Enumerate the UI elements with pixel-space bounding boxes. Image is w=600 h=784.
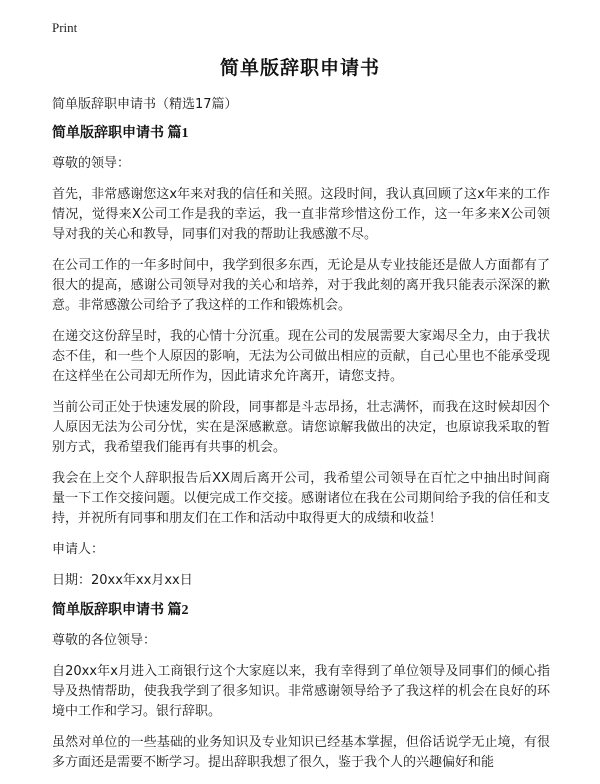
paragraph: 我会在上交个人辞职报告后XX周后离开公司，我希望公司领导在百忙之中抽出时间商量一下工作交接问题。以便完成工作交接。感谢诸位在我在公司期间给予我的信任和支持，并祝所有同事和朋友们在工作和活动中取得更大的成绩和收益！ xyxy=(52,471,550,526)
salutation: 尊敬的领导： xyxy=(52,156,131,171)
paragraph: 虽然对单位的一些基础的业务知识及专业知识已经基本掌握，但俗话说学无止境，有很多方面还是需要不断学习。提出辞职我想了很久，鉴于我个人的兴趣偏好和能 xyxy=(52,735,550,770)
section-heading: 简单版辞职申请书 篇1 xyxy=(52,126,189,141)
document-subtitle: 简单版辞职申请书（精选17篇） xyxy=(52,97,238,112)
paragraph: 在递交这份辞呈时，我的心情十分沉重。现在公司的发展需要大家竭尽全力，由于我状态不佳，和一些个人原因的影响，无法为公司做出相应的贡献，自己心里也不能承受现在这样坐在公司却无所作为，因此请求允许离开，请您支持。 xyxy=(52,329,550,384)
paragraph: 在公司工作的一年多时间中，我学到很多东西，无论是从专业技能还是做人方面都有了很大的提高，感谢公司领导对我的关心和培养，对于我此刻的离开我只能表示深深的歉意。非常感激公司给予了我这样的工作和锻炼机会。 xyxy=(52,258,550,313)
print-label[interactable]: Print xyxy=(52,20,78,35)
paragraph: 当前公司正处于快速发展的阶段，同事都是斗志昂扬，壮志满怀，而我在这时候却因个人原因无法为公司分忧，实在是深感歉意。请您谅解我做出的决定，也原谅我采取的暂别方式，我希望我们能再有共事的机会。 xyxy=(52,400,550,455)
document-body xyxy=(52,96,550,784)
section-heading: 简单版辞职申请书 篇2 xyxy=(52,603,189,618)
document-title: 简单版辞职申请书 xyxy=(219,57,380,79)
salutation: 尊敬的各位领导： xyxy=(52,633,157,648)
date-line: 日期：20xx年xx月xx日 xyxy=(52,573,193,588)
paragraph: 首先，非常感谢您这x年来对我的信任和关照。这段时间，我认真回顾了这x年来的工作情况，觉得来X公司工作是我的幸运，我一直非常珍惜这份工作，这一年多来X公司领导对我的关心和教导，同事们对我的帮助让我感激不尽。 xyxy=(52,187,550,242)
paragraph: 自20xx年x月进入工商银行这个大家庭以来，我有幸得到了单位领导及同事们的倾心指导及热情帮助，使我我学到了很多知识。非常感谢领导给予了我这样的机会在良好的环境中工作和学习。银行辞职。 xyxy=(52,664,550,719)
applicant-line: 申请人： xyxy=(52,542,105,557)
